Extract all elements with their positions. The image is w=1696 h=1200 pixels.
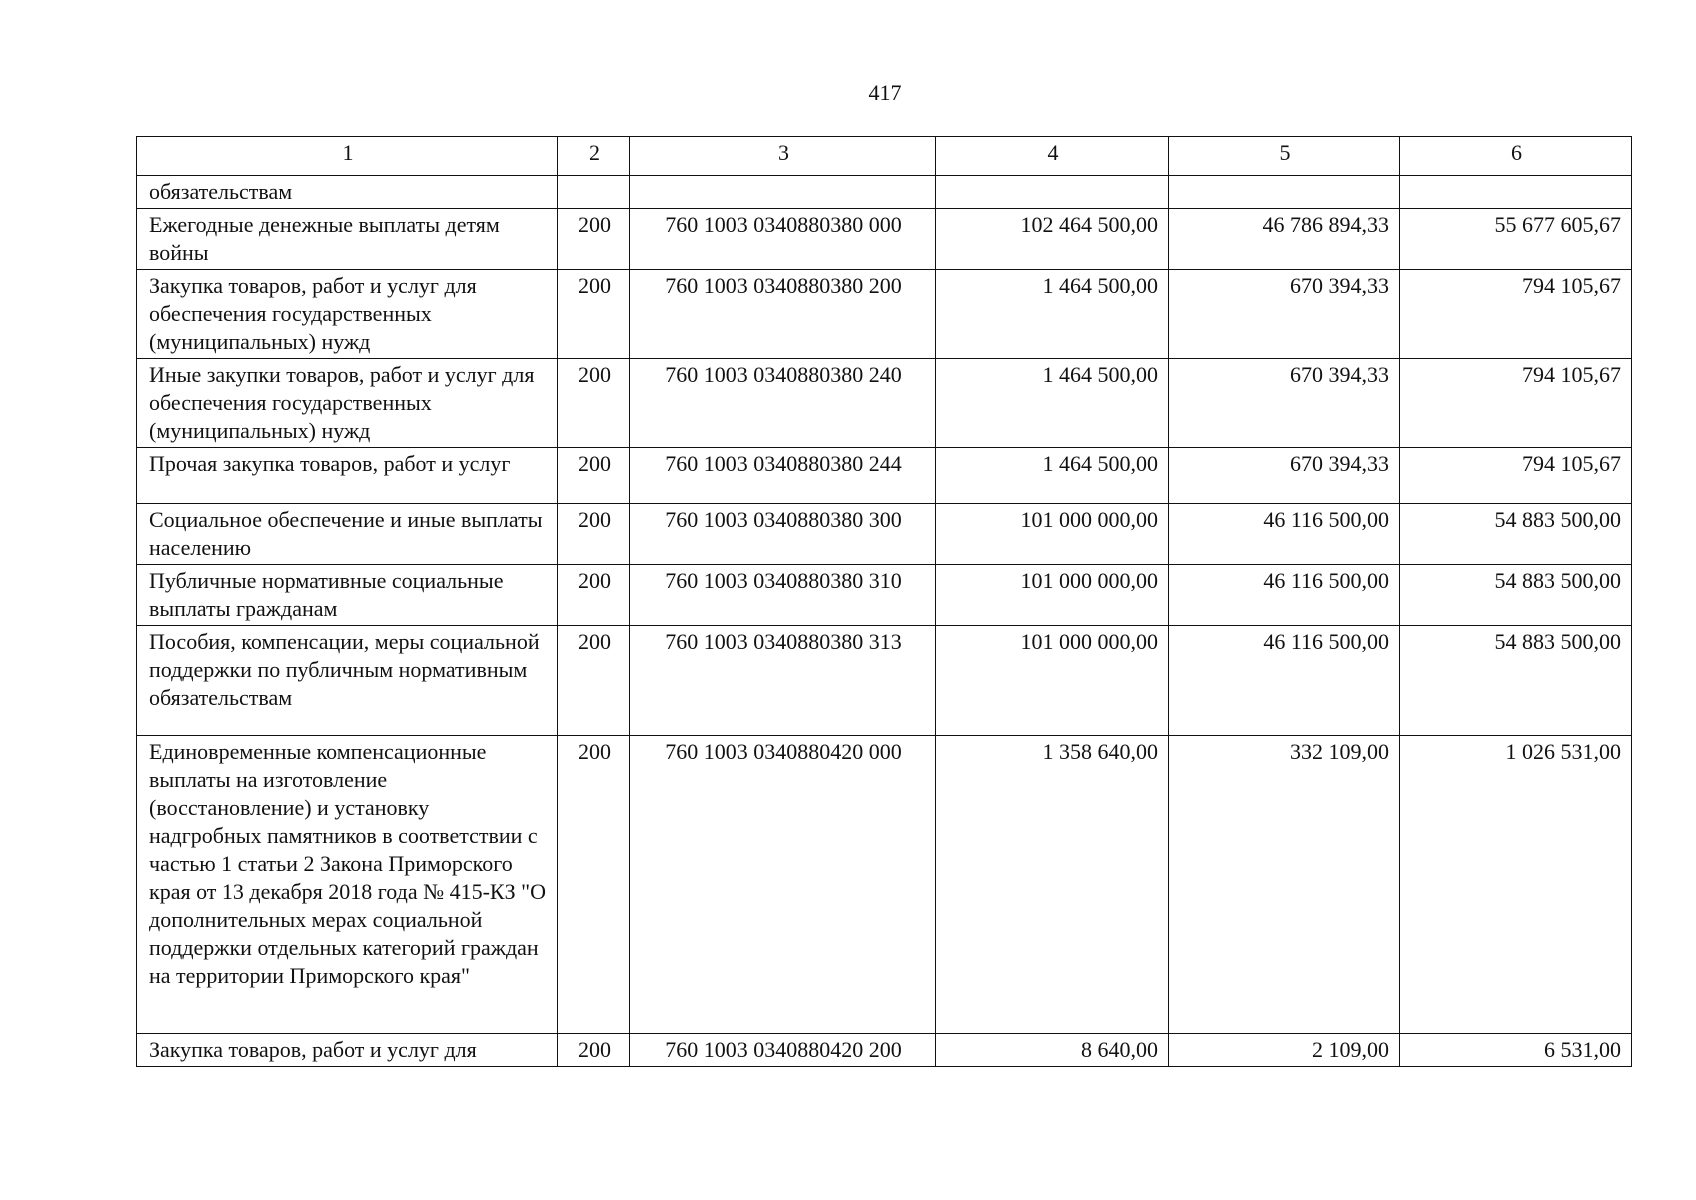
row-value-5: 670 394,33 bbox=[1169, 270, 1400, 359]
row-code-3: 760 1003 0340880380 244 bbox=[630, 448, 936, 504]
row-code-3: 760 1003 0340880380 200 bbox=[630, 270, 936, 359]
row-value-6 bbox=[1400, 176, 1632, 209]
row-description: Публичные нормативные социальные выплаты гражданам bbox=[137, 565, 558, 626]
row-code-3: 760 1003 0340880380 240 bbox=[630, 359, 936, 448]
row-value-4: 1 464 500,00 bbox=[936, 270, 1169, 359]
row-value-5: 670 394,33 bbox=[1169, 359, 1400, 448]
row-description: Ежегодные денежные выплаты детям войны bbox=[137, 209, 558, 270]
row-value-5: 332 109,00 bbox=[1169, 736, 1400, 1034]
row-value-4: 101 000 000,00 bbox=[936, 626, 1169, 736]
row-code-3: 760 1003 0340880420 000 bbox=[630, 736, 936, 1034]
table-row bbox=[137, 626, 1632, 736]
row-value-6: 794 105,67 bbox=[1400, 448, 1632, 504]
row-description: Социальное обеспечение и иные выплаты населению bbox=[137, 504, 558, 565]
row-description: Закупка товаров, работ и услуг для bbox=[137, 1034, 558, 1067]
row-description: обязательствам bbox=[137, 176, 558, 209]
row-code-2: 200 bbox=[558, 270, 630, 359]
table-row bbox=[137, 209, 1632, 270]
row-description: Прочая закупка товаров, работ и услуг bbox=[137, 448, 558, 504]
row-code-3: 760 1003 0340880380 300 bbox=[630, 504, 936, 565]
row-code-2: 200 bbox=[558, 448, 630, 504]
row-value-4 bbox=[936, 176, 1169, 209]
row-value-6: 55 677 605,67 bbox=[1400, 209, 1632, 270]
row-code-3: 760 1003 0340880380 313 bbox=[630, 626, 936, 736]
column-header: 2 bbox=[558, 137, 630, 176]
row-code-3: 760 1003 0340880420 200 bbox=[630, 1034, 936, 1067]
row-value-6: 794 105,67 bbox=[1400, 270, 1632, 359]
row-value-6: 54 883 500,00 bbox=[1400, 565, 1632, 626]
row-value-4: 101 000 000,00 bbox=[936, 504, 1169, 565]
row-code-2 bbox=[558, 176, 630, 209]
row-value-6: 6 531,00 bbox=[1400, 1034, 1632, 1067]
table-row bbox=[137, 1034, 1632, 1067]
row-code-2: 200 bbox=[558, 626, 630, 736]
row-description: Закупка товаров, работ и услуг для обеспечения государственных (муниципальных) нужд bbox=[137, 270, 558, 359]
row-value-5: 46 786 894,33 bbox=[1169, 209, 1400, 270]
budget-table bbox=[136, 136, 1632, 1067]
row-code-3 bbox=[630, 176, 936, 209]
column-header: 1 bbox=[137, 137, 558, 176]
row-code-3: 760 1003 0340880380 310 bbox=[630, 565, 936, 626]
table-header-row bbox=[137, 137, 1632, 176]
table-row bbox=[137, 565, 1632, 626]
table-row bbox=[137, 176, 1632, 209]
table-row bbox=[137, 504, 1632, 565]
row-code-2: 200 bbox=[558, 565, 630, 626]
row-value-6: 1 026 531,00 bbox=[1400, 736, 1632, 1034]
page-number: 417 bbox=[868, 80, 902, 105]
row-value-5 bbox=[1169, 176, 1400, 209]
column-header: 4 bbox=[936, 137, 1169, 176]
row-code-2: 200 bbox=[558, 359, 630, 448]
row-code-3: 760 1003 0340880380 000 bbox=[630, 209, 936, 270]
row-value-6: 54 883 500,00 bbox=[1400, 626, 1632, 736]
row-value-6: 794 105,67 bbox=[1400, 359, 1632, 448]
table-row bbox=[137, 448, 1632, 504]
column-header: 5 bbox=[1169, 137, 1400, 176]
table-row bbox=[137, 359, 1632, 448]
column-header: 3 bbox=[630, 137, 936, 176]
column-header: 6 bbox=[1400, 137, 1632, 176]
row-value-4: 1 358 640,00 bbox=[936, 736, 1169, 1034]
row-value-5: 2 109,00 bbox=[1169, 1034, 1400, 1067]
row-value-5: 46 116 500,00 bbox=[1169, 565, 1400, 626]
row-value-4: 1 464 500,00 bbox=[936, 448, 1169, 504]
table-row bbox=[137, 270, 1632, 359]
row-value-5: 46 116 500,00 bbox=[1169, 626, 1400, 736]
row-code-2: 200 bbox=[558, 736, 630, 1034]
row-value-5: 670 394,33 bbox=[1169, 448, 1400, 504]
row-value-4: 102 464 500,00 bbox=[936, 209, 1169, 270]
row-code-2: 200 bbox=[558, 1034, 630, 1067]
row-value-5: 46 116 500,00 bbox=[1169, 504, 1400, 565]
row-description: Иные закупки товаров, работ и услуг для обеспечения государственных (муниципальных) нужд bbox=[137, 359, 558, 448]
row-value-6: 54 883 500,00 bbox=[1400, 504, 1632, 565]
row-value-4: 101 000 000,00 bbox=[936, 565, 1169, 626]
row-description: Единовременные компенсационные выплаты на изготовление (восстановление) и установку надгробных памятников в соответствии с частью 1 статьи 2 Закона Приморского края от 13 декабря 2018 года № 415-КЗ "О дополнительных мерах социальной поддержки отдельных категорий граждан на территории Приморского края" bbox=[137, 736, 558, 1034]
row-code-2: 200 bbox=[558, 504, 630, 565]
row-value-4: 8 640,00 bbox=[936, 1034, 1169, 1067]
row-description: Пособия, компенсации, меры социальной поддержки по публичным нормативным обязательствам bbox=[137, 626, 558, 736]
table-row bbox=[137, 736, 1632, 1034]
row-code-2: 200 bbox=[558, 209, 630, 270]
row-value-4: 1 464 500,00 bbox=[936, 359, 1169, 448]
